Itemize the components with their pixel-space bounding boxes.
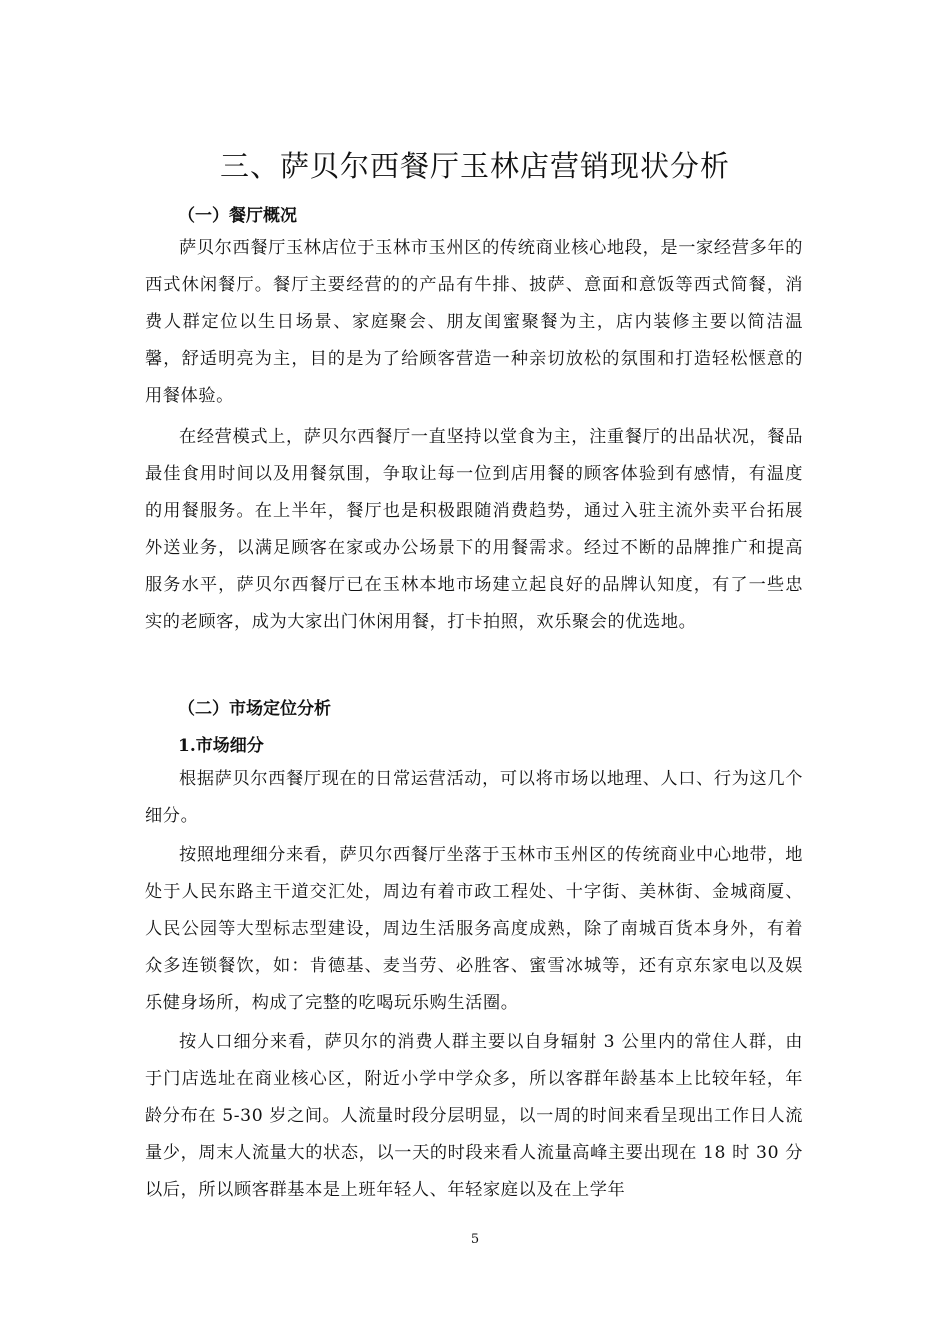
subheading-market-segmentation: 1.市场细分: [178, 736, 264, 756]
paragraph-market-geographic: 按照地理细分来看，萨贝尔西餐厅坐落于玉林市玉州区的传统商业中心地带，地处于人民东路主干道交汇处，周边有着市政工程处、十字街、美林街、金城商厦、人民公园等大型标志型建设，周边生活服务高度成熟，除了南城百货本身外，有着众多连锁餐饮，如：肯德基、麦当劳、必胜客、蜜雪冰城等，还有京东家电以及娱乐健身场所，构成了完整的吃喝玩乐购生活圈。: [145, 845, 803, 1013]
section-heading-overview: （一）餐厅概况: [178, 206, 297, 226]
paragraph-overview-2: 在经营模式上，萨贝尔西餐厅一直坚持以堂食为主，注重餐厅的出品状况，餐品最佳食用时间以及用餐氛围，争取让每一位到店用餐的顾客体验到有感情，有温度的用餐服务。在上半年，餐厅也是积极跟随消费趋势，通过入驻主流外卖平台拓展外送业务，以满足顾客在家或办公场景下的用餐需求。经过不断的品牌推广和提高服务水平，萨贝尔西餐厅已在玉林本地市场建立起良好的品牌认知度，有了一些忠实的老顾客，成为大家出门休闲用餐，打卡拍照，欢乐聚会的优选地。: [145, 427, 803, 632]
section-heading-market-positioning: （二）市场定位分析: [178, 699, 331, 719]
paragraph-overview-1: 萨贝尔西餐厅玉林店位于玉林市玉州区的传统商业核心地段，是一家经营多年的西式休闲餐厅。餐厅主要经营的的产品有牛排、披萨、意面和意饭等西式简餐，消费人群定位以生日场景、家庭聚会、朋友闺蜜聚餐为主，店内装修主要以简洁温馨，舒适明亮为主，目的是为了给顾客营造一种亲切放松的氛围和打造轻松惬意的用餐体验。: [145, 238, 803, 406]
page-title: 三、萨贝尔西餐厅玉林店营销现状分析: [219, 149, 730, 183]
paragraph-market-1: 根据萨贝尔西餐厅现在的日常运营活动，可以将市场以地理、人口、行为这几个细分。: [145, 769, 803, 826]
paragraph-market-demographic: 按人口细分来看，萨贝尔的消费人群主要以自身辐射 3 公里内的常住人群，由于门店选址在商业核心区，附近小学中学众多，所以客群年龄基本上比较年轻，年龄分布在 5-30 岁之间。人流量时段分层明显，以一周的时间来看呈现出工作日人流量少，周末人流量大的状态，以一天的时段来看人流量高峰主要出现在 18 时 30 分以后，所以顾客群基本是上班年轻人、年轻家庭以及在上学年: [145, 1032, 803, 1200]
page-number: 5: [470, 1232, 480, 1247]
